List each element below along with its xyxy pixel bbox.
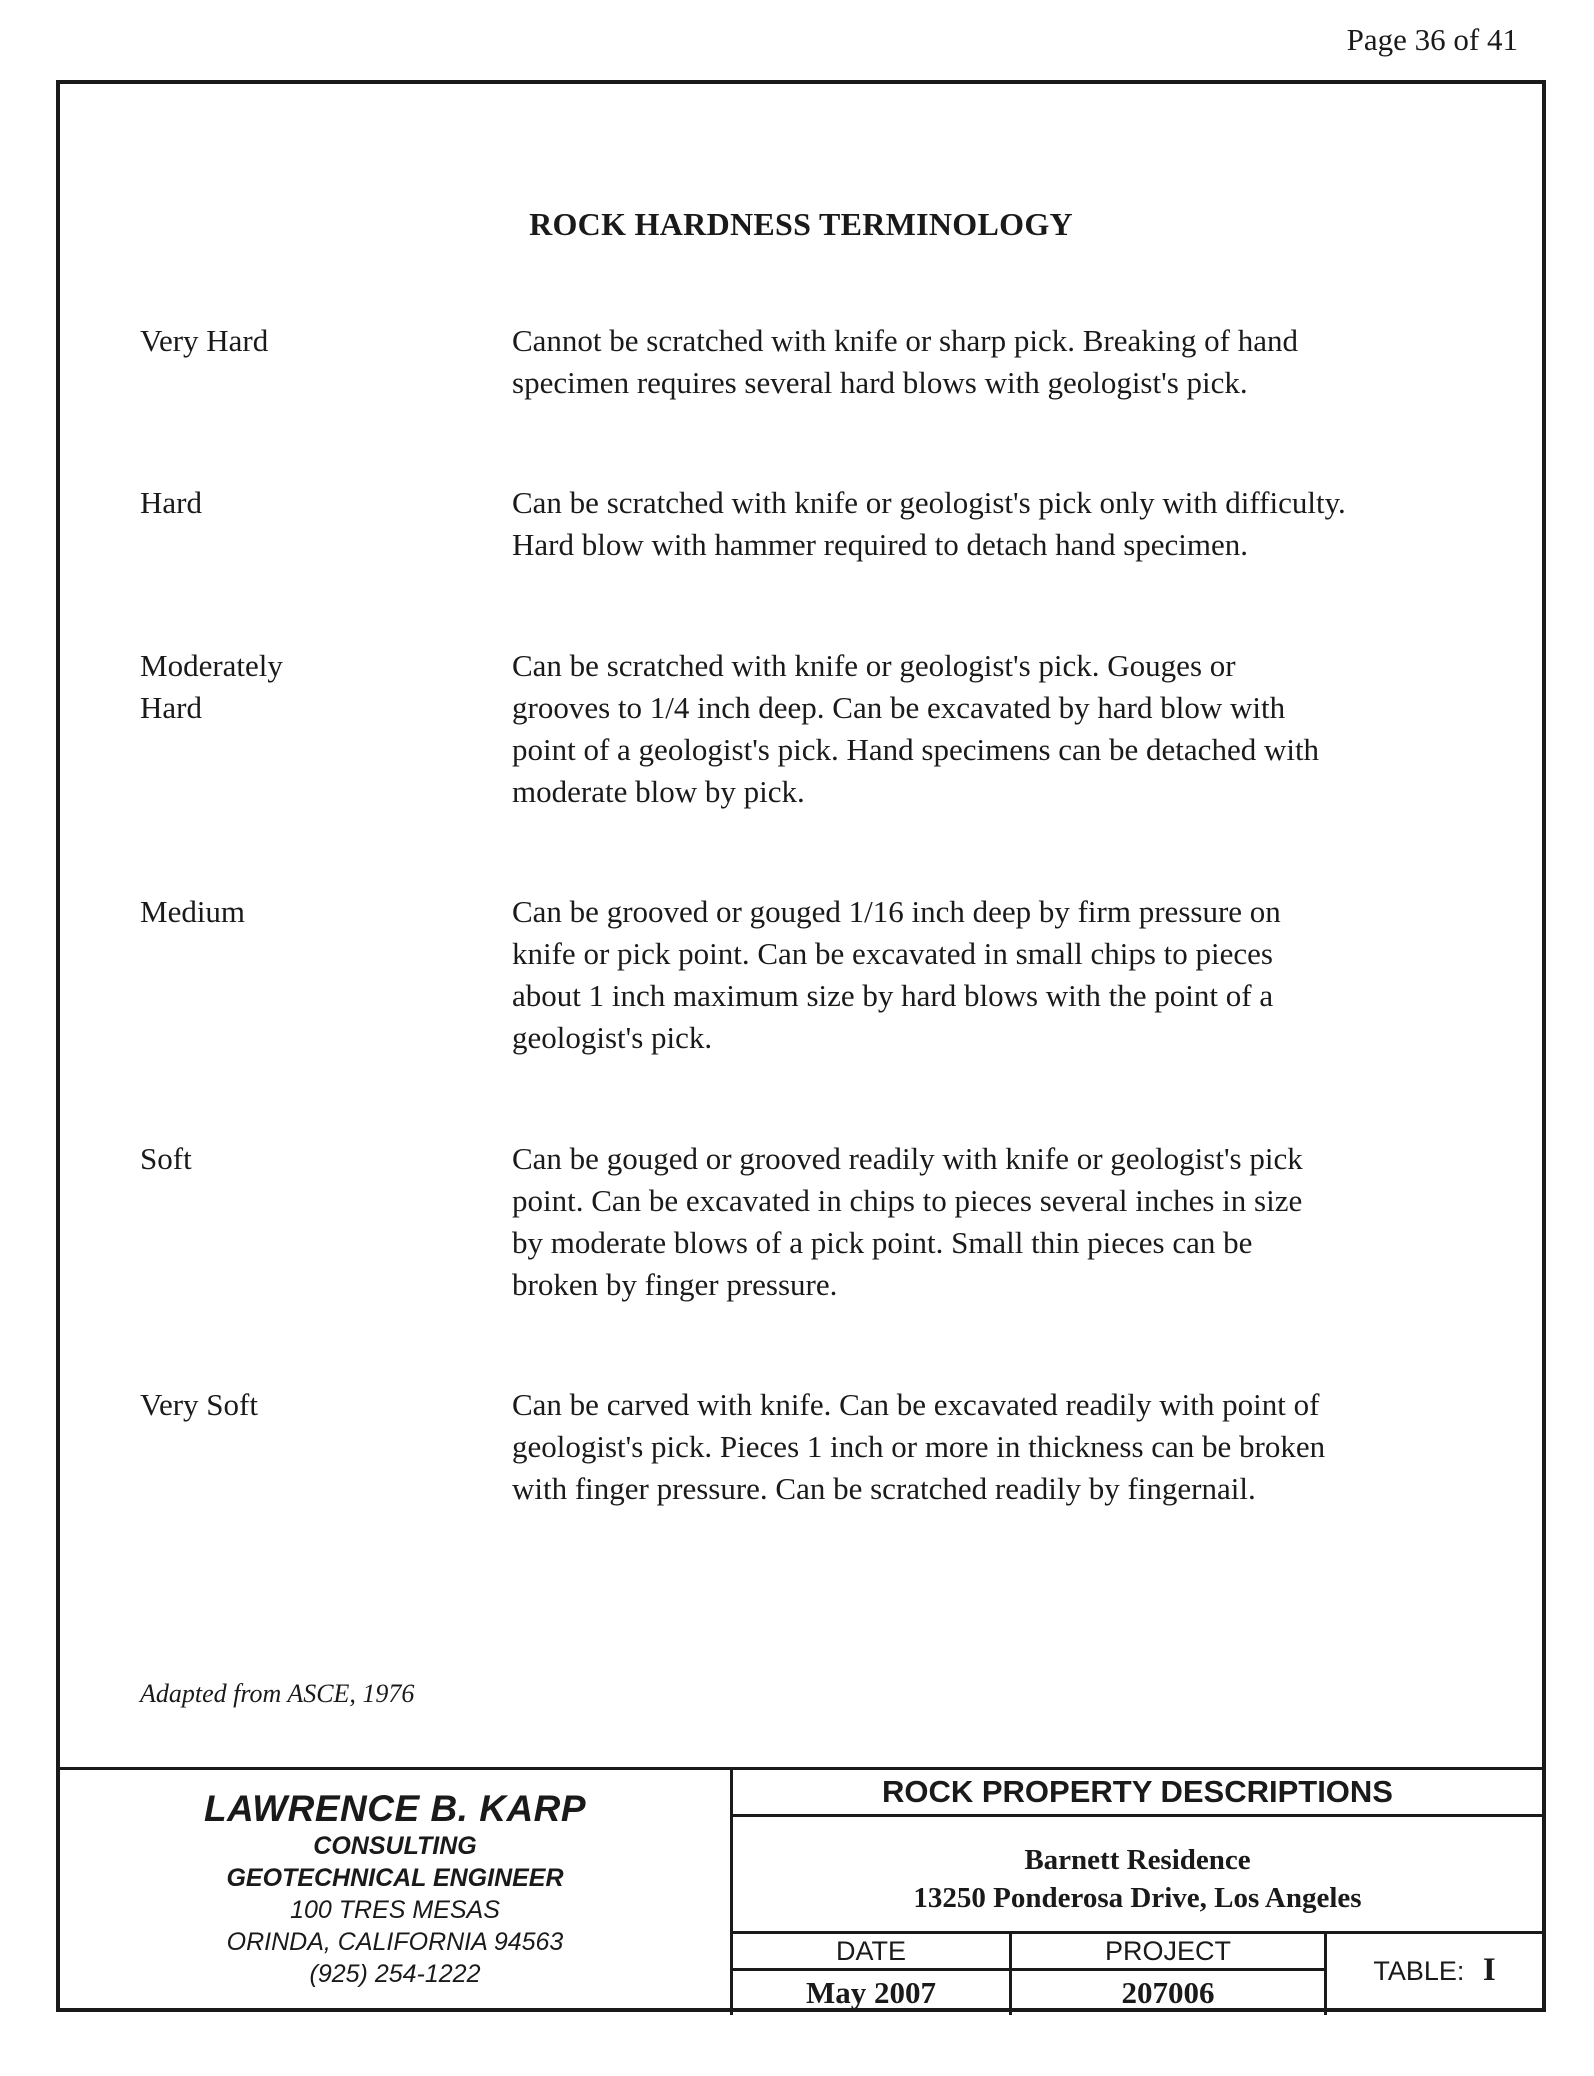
term-description — [512, 482, 1472, 566]
description-line: Can be scratched with knife or geologist's pick only with difficulty. — [512, 485, 1346, 520]
date-label: DATE — [733, 1934, 1009, 1971]
description-line: broken by finger pressure. — [512, 1267, 838, 1302]
description-line: geologist's pick. — [512, 1020, 713, 1055]
title-block-heading: ROCK PROPERTY DESCRIPTIONS — [733, 1770, 1542, 1817]
description-line: moderate blow by pick. — [512, 774, 805, 809]
description-line: point. Can be excavated in chips to pieces several inches in size — [512, 1183, 1303, 1218]
project-number-cell — [1012, 1934, 1327, 2015]
term-label: Moderately Hard — [140, 648, 283, 725]
description-line: grooves to 1/4 inch deep. Can be excavated by hard blow with — [512, 690, 1286, 725]
project-number-value: 207006 — [1121, 1975, 1215, 2010]
firm-phone: (925) 254-1222 — [309, 1960, 481, 1988]
table-number-cell — [1327, 1934, 1542, 2015]
firm-address-street: 100 TRES MESAS — [290, 1896, 500, 1924]
term-label: Very Hard — [140, 323, 269, 358]
description-line: Can be carved with knife. Can be excavated readily with point of — [512, 1387, 1320, 1422]
description-line: with finger pressure. Can be scratched readily by fingernail. — [512, 1471, 1256, 1506]
description-line: geologist's pick. Pieces 1 inch or more in thickness can be broken — [512, 1429, 1326, 1464]
term-label: Medium — [140, 894, 246, 929]
project-number-label: PROJECT — [1012, 1934, 1324, 1971]
description-line: specimen requires several hard blows with geologist's pick. — [512, 365, 1248, 400]
term-label: Very Soft — [140, 1387, 258, 1422]
term-label: Soft — [140, 1141, 192, 1176]
title-block-details — [733, 1770, 1542, 2015]
term-description — [512, 1138, 1472, 1306]
firm-info — [60, 1770, 733, 2015]
document-title: ROCK HARDNESS TERMINOLOGY — [529, 206, 1073, 242]
description-line: knife or pick point. Can be excavated in small chips to pieces — [512, 936, 1273, 971]
description-line: Can be scratched with knife or geologist's pick. Gouges or — [512, 648, 1236, 683]
term-description — [512, 320, 1472, 404]
description-line: Can be grooved or gouged 1/16 inch deep by firm pressure on — [512, 894, 1281, 929]
table-label: TABLE: — [1373, 1956, 1465, 1986]
description-line: about 1 inch maximum size by hard blows with the point of a — [512, 978, 1274, 1013]
project-info — [733, 1817, 1542, 1934]
firm-address-city: ORINDA, CALIFORNIA 94563 — [226, 1928, 564, 1956]
term-label: Hard — [140, 485, 202, 520]
firm-name: LAWRENCE B. KARP — [203, 1788, 587, 1829]
firm-line-profession: GEOTECHNICAL ENGINEER — [226, 1864, 564, 1892]
term-description — [512, 645, 1472, 813]
project-address: 13250 Ponderosa Drive, Los Angeles — [913, 1882, 1362, 1914]
description-line: Hard blow with hammer required to detach hand specimen. — [512, 527, 1249, 562]
table-value: I — [1482, 1952, 1496, 1988]
date-value: May 2007 — [805, 1975, 936, 2010]
description-line: Cannot be scratched with knife or sharp pick. Breaking of hand — [512, 323, 1298, 358]
description-line: by moderate blows of a pick point. Small thin pieces can be — [512, 1225, 1253, 1260]
title-block — [60, 1767, 1542, 2015]
description-line: point of a geologist's pick. Hand specimens can be detached with — [512, 732, 1320, 767]
document-frame — [56, 80, 1546, 2012]
term-description — [512, 1384, 1472, 1510]
date-cell — [733, 1934, 1012, 2015]
description-line: Can be gouged or grooved readily with knife or geologist's pick — [512, 1141, 1303, 1176]
project-name: Barnett Residence — [1024, 1844, 1251, 1876]
page-number: Page 36 of 41 — [1346, 22, 1518, 57]
firm-line-consulting: CONSULTING — [313, 1832, 477, 1860]
term-description — [512, 891, 1472, 1059]
source-note: Adapted from ASCE, 1976 — [140, 1679, 415, 1708]
